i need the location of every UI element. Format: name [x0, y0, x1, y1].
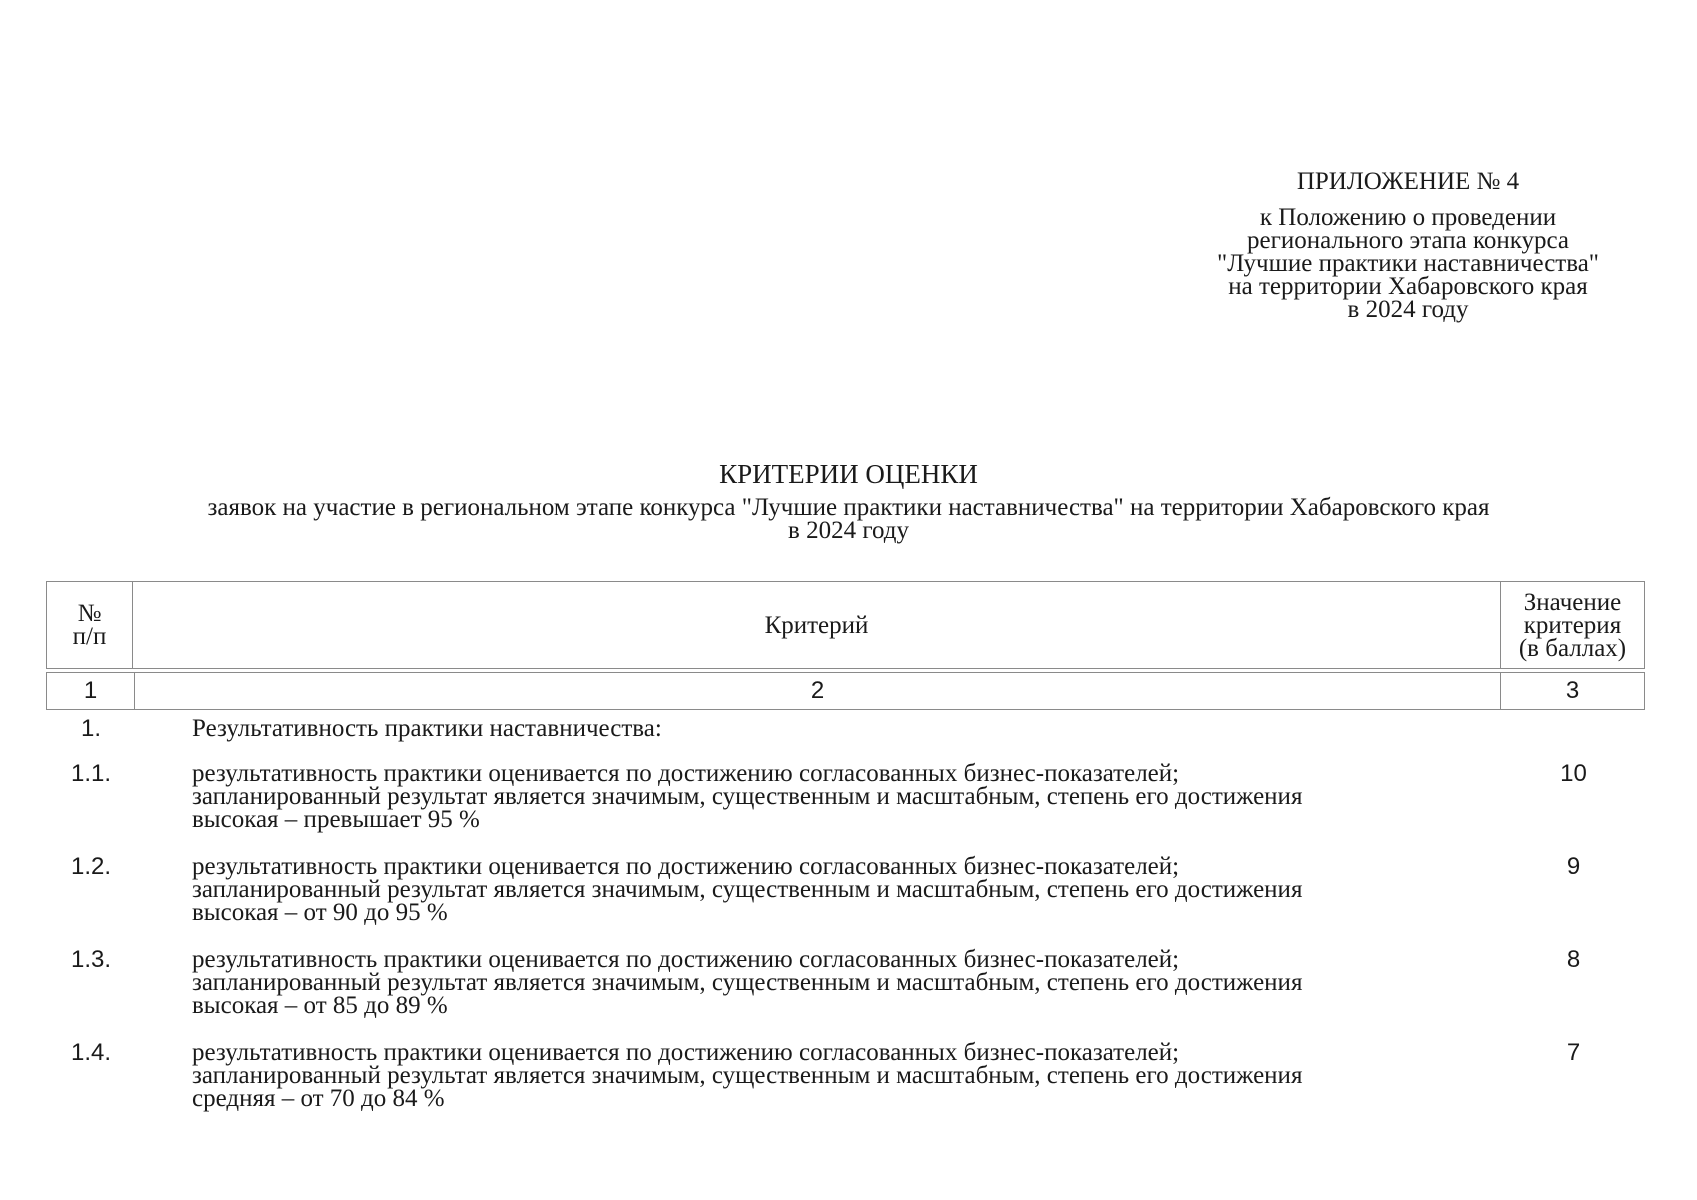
row-text-line: запланированный результат является значимым, существенным и масштабным, степень его достижения — [192, 1062, 1303, 1089]
row-text — [192, 762, 1492, 855]
appendix-line: к Положению о проведении — [1259, 204, 1557, 231]
row-number: 1.1. — [70, 760, 112, 787]
header-value-line: критерия — [1523, 611, 1622, 639]
header-number-line: № — [77, 600, 102, 627]
column-number: 1 — [47, 673, 135, 709]
row-text-line: запланированный результат является значимым, существенным и масштабным, степень его достижения — [192, 876, 1303, 903]
column-number-row — [46, 672, 1645, 710]
row-text-line: запланированный результат является значимым, существенным и масштабным, степень его достижения — [192, 969, 1303, 996]
appendix-line: на территории Хабаровского края — [1228, 273, 1588, 300]
appendix-title: ПРИЛОЖЕНИЕ № 4 — [1296, 168, 1520, 195]
header-value-line: (в баллах) — [1518, 634, 1627, 662]
criteria-subtitle — [80, 496, 1617, 542]
criteria-table-header — [46, 581, 1645, 710]
criteria-title: КРИТЕРИИ ОЦЕНКИ — [719, 459, 978, 489]
row-text — [192, 855, 1492, 948]
criteria-table-body — [46, 717, 1645, 1134]
row-text — [192, 1041, 1492, 1134]
header-criterion: Критерий — [133, 582, 1501, 668]
section-title: Результативность практики наставничества: — [192, 715, 662, 742]
header-number — [47, 582, 133, 668]
row-score: 7 — [1566, 1039, 1581, 1066]
header-value-line: Значение — [1523, 588, 1622, 616]
row-score: 8 — [1566, 946, 1581, 973]
table-row — [46, 762, 1645, 855]
table-row — [46, 948, 1645, 1041]
row-text-line: высокая – от 85 до 89 % — [192, 992, 448, 1019]
header-value — [1501, 582, 1644, 668]
appendix-line: "Лучшие практики наставничества" — [1216, 250, 1599, 277]
appendix-block — [1168, 170, 1648, 321]
column-number: 3 — [1565, 677, 1580, 704]
row-text-line: результативность практики оценивается по достижению согласованных бизнес-показателей; — [192, 946, 1180, 973]
row-number: 1.4. — [70, 1039, 112, 1066]
row-score: 9 — [1566, 853, 1581, 880]
appendix-line: в 2024 году — [1347, 296, 1469, 323]
header-number-line: п/п — [72, 623, 107, 650]
row-text-line: результативность практики оценивается по достижению согласованных бизнес-показателей; — [192, 853, 1180, 880]
row-text-line: средняя – от 70 до 84 % — [192, 1085, 445, 1112]
subtitle-line: заявок на участие в региональном этапе конкурса "Лучшие практики наставничества" на территории Хабаровского края — [207, 494, 1490, 521]
row-score: 10 — [1560, 760, 1587, 787]
section-row — [46, 717, 1645, 762]
row-text-line: запланированный результат является значимым, существенным и масштабным, степень его достижения — [192, 783, 1303, 810]
row-number: 1.3. — [70, 946, 112, 973]
row-text-line: высокая – превышает 95 % — [192, 806, 480, 833]
appendix-line: регионального этапа конкурса — [1246, 227, 1570, 254]
table-row — [46, 1041, 1645, 1134]
column-number: 2 — [135, 673, 1501, 709]
section-number: 1. — [80, 715, 101, 742]
row-text-line: результативность практики оценивается по достижению согласованных бизнес-показателей; — [192, 760, 1180, 787]
row-number: 1.2. — [70, 853, 112, 880]
row-text-line: высокая – от 90 до 95 % — [192, 899, 448, 926]
table-row — [46, 855, 1645, 948]
row-text-line: результативность практики оценивается по достижению согласованных бизнес-показателей; — [192, 1039, 1180, 1066]
table-header-row — [46, 581, 1645, 669]
subtitle-line: в 2024 году — [788, 517, 909, 544]
row-text — [192, 948, 1492, 1041]
